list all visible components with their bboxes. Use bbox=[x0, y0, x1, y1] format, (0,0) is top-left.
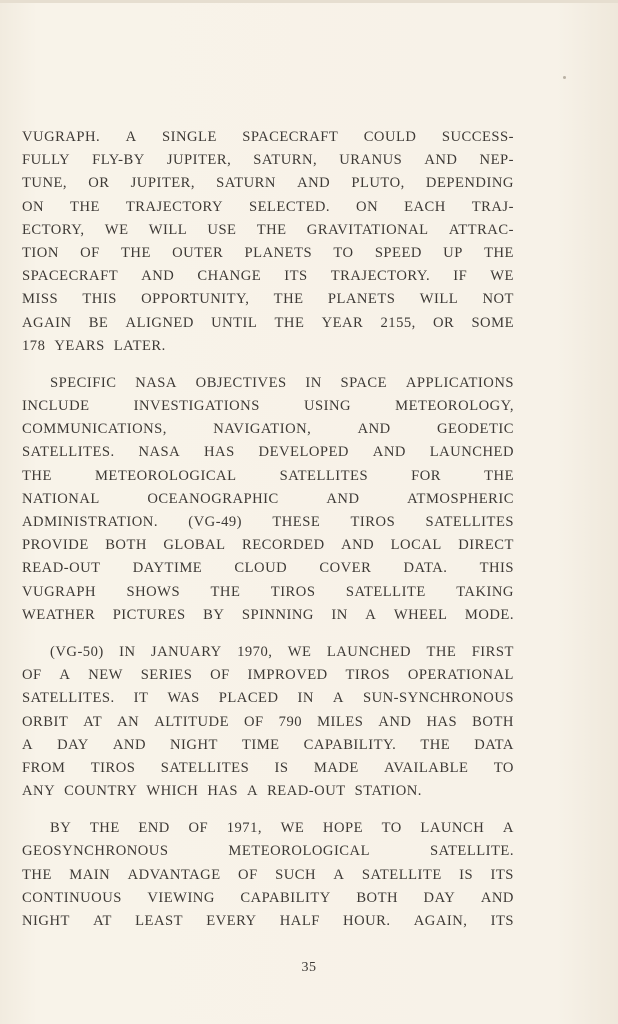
word: GLOBAL bbox=[163, 537, 226, 554]
text-line bbox=[22, 534, 514, 557]
word: SUCCESS- bbox=[441, 129, 514, 145]
word: ATTRAC- bbox=[448, 221, 514, 238]
word: EACH bbox=[404, 198, 446, 215]
word: GEOSYNCHRONOUS bbox=[22, 843, 169, 860]
word: BOTH bbox=[356, 889, 399, 906]
word: IN bbox=[119, 643, 136, 660]
word: GRAVITATIONAL bbox=[306, 221, 429, 238]
word: TAKING bbox=[456, 583, 514, 600]
word: OF bbox=[188, 820, 209, 837]
text-line bbox=[22, 312, 514, 335]
word: DATA. bbox=[403, 560, 448, 577]
word: ITS bbox=[490, 866, 514, 883]
word: 1971, bbox=[226, 820, 263, 837]
word: AND bbox=[424, 152, 458, 169]
word: TRAJECTORY. bbox=[330, 268, 431, 285]
word: HAS bbox=[426, 713, 458, 730]
word: ITS bbox=[490, 913, 514, 929]
text-line bbox=[22, 265, 514, 288]
word: MADE bbox=[313, 759, 359, 776]
word: OPPORTUNITY, bbox=[141, 291, 250, 308]
word: DAY bbox=[423, 889, 456, 906]
word: ITS bbox=[284, 268, 308, 285]
word: DEPENDING bbox=[425, 175, 514, 192]
word: READ-OUT bbox=[267, 783, 346, 800]
word: LAUNCH bbox=[420, 820, 485, 837]
word: COMMUNICATIONS, bbox=[22, 421, 167, 438]
word: A bbox=[502, 820, 514, 837]
word: WILL bbox=[419, 291, 459, 308]
word: WHICH bbox=[146, 783, 199, 800]
word: TION bbox=[22, 244, 59, 261]
word: ON bbox=[356, 198, 379, 215]
word: IN bbox=[297, 690, 314, 707]
word: PLANETS bbox=[244, 244, 313, 261]
paragraph-3 bbox=[22, 641, 514, 803]
word: CHANGE bbox=[197, 268, 262, 285]
word: NIGHT bbox=[170, 736, 218, 753]
body-text bbox=[22, 126, 514, 933]
word: THE bbox=[274, 314, 305, 331]
word: JUPITER, bbox=[166, 152, 232, 169]
word: SATELLITES bbox=[160, 759, 250, 776]
text-line bbox=[22, 641, 514, 664]
text-line bbox=[22, 242, 514, 265]
word: LOCAL bbox=[390, 537, 442, 554]
word: NEW bbox=[88, 667, 123, 684]
word: ON bbox=[22, 198, 45, 215]
word: BE bbox=[88, 314, 109, 331]
word: PROVIDE bbox=[22, 537, 89, 554]
word: THE bbox=[121, 244, 151, 261]
word: BOTH bbox=[472, 713, 514, 730]
word: WE bbox=[490, 268, 514, 285]
text-line bbox=[22, 219, 514, 242]
text-line bbox=[22, 418, 514, 441]
word: AND bbox=[141, 268, 175, 285]
word: OF bbox=[80, 244, 100, 261]
word: UNTIL bbox=[211, 314, 258, 331]
word: SATURN bbox=[216, 175, 276, 192]
word: AND bbox=[341, 537, 375, 554]
word: PLUTO, bbox=[351, 175, 405, 192]
word: A bbox=[59, 667, 71, 684]
word: BY bbox=[50, 820, 72, 837]
word: HAS bbox=[207, 783, 239, 800]
word: MILES bbox=[317, 713, 364, 730]
text-line bbox=[22, 604, 514, 627]
word: 178 bbox=[22, 337, 46, 354]
word: JUPITER, bbox=[130, 175, 196, 192]
word: SOME bbox=[471, 314, 514, 331]
text-line bbox=[22, 581, 514, 604]
word: TO bbox=[333, 244, 354, 261]
word: STATION. bbox=[354, 783, 422, 800]
word: COULD bbox=[363, 129, 417, 145]
word: AVAILABLE bbox=[384, 759, 469, 776]
word: MAIN bbox=[69, 866, 111, 883]
word: ADMINISTRATION. bbox=[22, 514, 158, 530]
word: TIROS bbox=[270, 583, 316, 600]
word: OR bbox=[432, 314, 455, 331]
word: (VG-50) bbox=[50, 643, 104, 660]
word: COUNTRY bbox=[64, 783, 138, 800]
word: A bbox=[22, 736, 34, 753]
word: CLOUD bbox=[234, 560, 288, 577]
word: TRAJ- bbox=[471, 198, 514, 215]
text-line bbox=[22, 687, 514, 710]
word: USING bbox=[303, 398, 352, 415]
word: FOR bbox=[411, 467, 442, 484]
word: OF bbox=[210, 667, 230, 684]
word: INVESTIGATIONS bbox=[133, 398, 260, 415]
word: GEODETIC bbox=[437, 421, 514, 438]
word: THESE bbox=[272, 514, 321, 530]
word: ALIGNED bbox=[125, 314, 194, 331]
word: THE bbox=[484, 467, 514, 484]
word: A bbox=[365, 606, 377, 623]
text-line bbox=[22, 910, 514, 933]
word: DAYTIME bbox=[132, 560, 203, 577]
word: IT bbox=[133, 690, 149, 707]
word: SUN-SYNCHRONOUS bbox=[362, 690, 514, 707]
word: SPACECRAFT bbox=[22, 268, 119, 285]
word: TIME bbox=[241, 736, 280, 753]
word: A bbox=[125, 129, 137, 145]
word: SATELLITE bbox=[345, 583, 426, 600]
word: CAPABILITY bbox=[240, 889, 331, 906]
word: END bbox=[138, 820, 170, 837]
word: SATELLITES bbox=[279, 467, 369, 484]
word: READ-OUT bbox=[22, 560, 101, 577]
text-line bbox=[22, 465, 514, 488]
word: YEARS bbox=[54, 337, 105, 354]
word: OBJECTIVES bbox=[195, 374, 287, 391]
text-line bbox=[22, 441, 514, 464]
word: FIRST bbox=[471, 643, 514, 660]
word: THE bbox=[420, 736, 451, 753]
word: WHEEL bbox=[393, 606, 448, 623]
word: AND bbox=[378, 713, 412, 730]
text-line bbox=[22, 372, 514, 395]
text-line bbox=[22, 395, 514, 418]
word: OF bbox=[238, 866, 258, 883]
word: FULLY bbox=[22, 152, 71, 169]
word: THIS bbox=[82, 291, 117, 308]
word: ORBIT bbox=[22, 713, 69, 730]
word: HALF bbox=[279, 913, 320, 929]
word: NATIONAL bbox=[22, 490, 100, 507]
word: MISS bbox=[22, 291, 59, 308]
word: NASA bbox=[138, 444, 181, 461]
word: SHOWS bbox=[126, 583, 181, 600]
word: AND bbox=[357, 421, 391, 438]
word: A bbox=[247, 783, 259, 800]
word: COVER bbox=[319, 560, 372, 577]
word: ALTITUDE bbox=[154, 713, 230, 730]
word: SATURN, bbox=[253, 152, 318, 169]
word: TO bbox=[493, 759, 514, 776]
word: AGAIN, bbox=[413, 913, 468, 929]
text-line bbox=[22, 887, 514, 910]
text-line bbox=[22, 126, 514, 149]
word: MODE. bbox=[464, 606, 514, 623]
word: OF bbox=[244, 713, 264, 730]
word: YEAR bbox=[321, 314, 364, 331]
text-line bbox=[22, 864, 514, 887]
word: HAS bbox=[204, 444, 235, 461]
text-line bbox=[22, 488, 514, 511]
word: THE bbox=[22, 866, 52, 883]
word: AGAIN bbox=[22, 314, 72, 331]
word: BY bbox=[203, 606, 225, 623]
text-line bbox=[22, 288, 514, 311]
word: NEP- bbox=[479, 152, 514, 169]
word: FROM bbox=[22, 759, 66, 776]
paper-speck bbox=[563, 76, 566, 79]
word: OR bbox=[88, 175, 110, 192]
word: ADVANTAGE bbox=[127, 866, 221, 883]
word: SPACECRAFT bbox=[242, 129, 339, 145]
word: CONTINUOUS bbox=[22, 889, 122, 906]
word: AND bbox=[112, 736, 146, 753]
word: 1970, bbox=[237, 643, 273, 660]
word: WE bbox=[104, 221, 129, 238]
word: THE bbox=[256, 221, 287, 238]
word: SPACE bbox=[340, 374, 388, 391]
text-line bbox=[22, 840, 514, 863]
word: VUGRAPH. bbox=[22, 129, 101, 145]
word: WEATHER bbox=[22, 606, 96, 623]
word: IMPROVED bbox=[247, 667, 328, 684]
word: SELECTED. bbox=[248, 198, 331, 215]
word: EVERY bbox=[206, 913, 257, 929]
word: URANUS bbox=[339, 152, 403, 169]
word: LAUNCHED bbox=[326, 643, 412, 660]
word: AND bbox=[297, 175, 331, 192]
page-top-edge bbox=[0, 0, 618, 3]
word: TRAJECTORY bbox=[125, 198, 224, 215]
word: THE bbox=[484, 244, 514, 261]
word: ATMOSPHERIC bbox=[407, 490, 514, 507]
text-line bbox=[22, 817, 514, 840]
word: A bbox=[332, 690, 344, 707]
word: LAUNCHED bbox=[429, 444, 514, 461]
word: AND bbox=[480, 889, 514, 906]
word: HOPE bbox=[322, 820, 364, 837]
word: THE bbox=[22, 467, 52, 484]
word: UP bbox=[443, 244, 463, 261]
word: WE bbox=[280, 820, 305, 837]
word: METEOROLOGICAL bbox=[94, 467, 237, 484]
word: OPERATIONAL bbox=[407, 667, 514, 684]
text-line bbox=[22, 734, 514, 757]
word: USE bbox=[207, 221, 237, 238]
text-line bbox=[22, 335, 514, 358]
word: WE bbox=[287, 643, 312, 660]
word: JANUARY bbox=[150, 643, 222, 660]
word: PLANETS bbox=[327, 291, 396, 308]
word: SERIES bbox=[140, 667, 193, 684]
word: TO bbox=[381, 820, 402, 837]
word: AND bbox=[326, 490, 360, 507]
word: FLY-BY bbox=[92, 152, 145, 169]
word: DATA bbox=[474, 736, 514, 753]
word: (VG-49) bbox=[188, 514, 243, 530]
word: SPINNING bbox=[241, 606, 314, 623]
word: SPEED bbox=[374, 244, 422, 261]
word: NASA bbox=[135, 374, 177, 391]
word: SATELLITE. bbox=[429, 843, 514, 860]
word: OF bbox=[22, 667, 42, 684]
text-line bbox=[22, 757, 514, 780]
word: DEVELOPED bbox=[258, 444, 349, 461]
text-line bbox=[22, 664, 514, 687]
text-line bbox=[22, 780, 514, 803]
word: VUGRAPH bbox=[22, 583, 97, 600]
word: DIRECT bbox=[458, 537, 514, 554]
word: IS bbox=[459, 866, 474, 883]
word: TIROS bbox=[90, 759, 136, 776]
word: 2155, bbox=[380, 314, 416, 331]
word: SUCH bbox=[275, 866, 317, 883]
word: A bbox=[333, 866, 345, 883]
word: PICTURES bbox=[112, 606, 186, 623]
word: 790 bbox=[278, 713, 303, 730]
text-line bbox=[22, 511, 514, 534]
word: SATELLITES. bbox=[22, 444, 115, 461]
word: BOTH bbox=[105, 537, 147, 554]
word: AN bbox=[117, 713, 140, 730]
word: AT bbox=[93, 913, 112, 929]
word: THE bbox=[426, 643, 457, 660]
word: AT bbox=[83, 713, 103, 730]
text-line bbox=[22, 557, 514, 580]
word: SPECIFIC bbox=[50, 374, 117, 391]
word: METEOROLOGICAL bbox=[228, 843, 370, 860]
word: ECTORY, bbox=[22, 221, 85, 238]
text-line bbox=[22, 711, 514, 734]
word: LATER. bbox=[113, 337, 166, 354]
word: RECORDED bbox=[241, 537, 325, 554]
word: NOT bbox=[482, 291, 514, 308]
word: TUNE, bbox=[22, 175, 68, 192]
word: IF bbox=[453, 268, 468, 285]
word: NAVIGATION, bbox=[213, 421, 312, 438]
word: AND bbox=[372, 444, 406, 461]
word: METEOROLOGY, bbox=[395, 398, 514, 415]
word: IN bbox=[331, 606, 348, 623]
word: APPLICATIONS bbox=[405, 374, 514, 391]
word: ANY bbox=[22, 783, 56, 800]
word: SATELLITES. bbox=[22, 690, 115, 707]
word: LEAST bbox=[135, 913, 184, 929]
word: THIS bbox=[479, 560, 514, 577]
page-number: 35 bbox=[301, 960, 317, 975]
word: CAPABILITY. bbox=[303, 736, 397, 753]
word: NIGHT bbox=[22, 913, 70, 929]
word: SATELLITE bbox=[361, 866, 442, 883]
paragraph-1 bbox=[22, 126, 514, 358]
word: IN bbox=[305, 374, 322, 391]
word: THE bbox=[210, 583, 241, 600]
word: WILL bbox=[148, 221, 188, 238]
word: TIROS bbox=[345, 667, 391, 684]
word: PLACED bbox=[218, 690, 279, 707]
word: SATELLITES bbox=[425, 514, 514, 530]
text-line bbox=[22, 149, 514, 172]
text-line bbox=[22, 196, 514, 219]
word: THE bbox=[70, 198, 100, 215]
word: VIEWING bbox=[147, 889, 215, 906]
word: OCEANOGRAPHIC bbox=[147, 490, 279, 507]
word: DAY bbox=[57, 736, 89, 753]
word: SINGLE bbox=[161, 129, 217, 145]
paragraph-4 bbox=[22, 817, 514, 933]
word: IS bbox=[274, 759, 289, 776]
word: THE bbox=[273, 291, 304, 308]
word: WAS bbox=[167, 690, 200, 707]
word: TIROS bbox=[350, 514, 396, 530]
word: HOUR. bbox=[343, 913, 391, 929]
word: THE bbox=[89, 820, 120, 837]
text-line bbox=[22, 172, 514, 195]
word: INCLUDE bbox=[22, 398, 90, 415]
word: OUTER bbox=[172, 244, 224, 261]
paragraph-2 bbox=[22, 372, 514, 627]
